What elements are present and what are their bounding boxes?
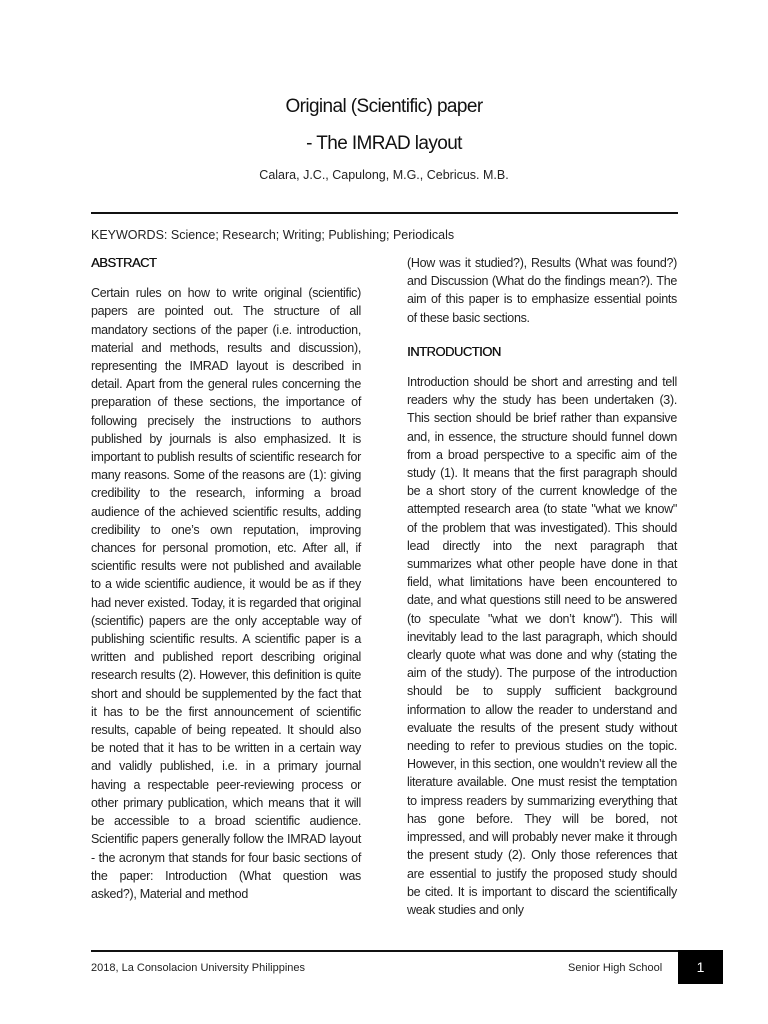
keywords: KEYWORDS: Science; Research; Writing; Publishing; Periodicals <box>91 228 455 242</box>
footer-department: Senior High School <box>568 962 663 974</box>
footer-institution: 2018, La Consolacion University Philippines <box>91 962 306 974</box>
authors: Calara, J.C., Capulong, M.G., Cebricus. M.B. <box>259 168 509 182</box>
left-column <box>91 254 361 903</box>
introduction-text: Introduction should be short and arresting and tell readers why the study has been undertaken (3). This section should be brief rather than expansive and, in essence, the structure should funnel down from a broad perspective to a specific aim of the study (1). It means that the first paragraph should be a short story of the current knowledge of the attempted research area (to state "what we know" of the problem that was investigated). This should lead directly into the next paragraph that summarizes what other people have done in that field, what limitations have been encountered to date, and what questions still need to be answered (to speculate "what we don’t know"). This will inevitably lead to the last paragraph, which should clearly quote what was done and why (stating the aim of the study). The purpose of the introduction should be to supply sufficient background information to allow the reader to understand and evaluate the results of the present study without needing to refer to previous studies on the topic. However, in this section, one wouldn’t review all the literature available. One must resist the temptation to impress readers by summarizing everything that has gone before. They will be bored, not impressed, and will probably never make it through the present study (2). Only those references that are essential to justify the proposed study should be cited. It is important to discard the scientifically weak studies and only <box>407 375 677 917</box>
abstract-heading: ABSTRACT <box>91 255 157 270</box>
right-column <box>407 254 677 919</box>
abstract-continuation: (How was it studied?), Results (What was found?) and Discussion (What do the findings mean?). The aim of this paper is to emphasize essential points of these basic sections. <box>407 256 677 325</box>
paper-title-line2: - The IMRAD layout <box>306 133 462 154</box>
paper-title-line1: Original (Scientific) paper <box>285 96 483 117</box>
footer-divider <box>91 950 678 952</box>
header-divider <box>91 212 678 214</box>
abstract-text: Certain rules on how to write original (scientific) papers are pointed out. The structure of all mandatory sections of the paper (i.e. introduction, material and methods, results and discussion), representing the IMRAD layout is described in detail. Apart from the general rules concerning the preparation of these sections, the importance of following precisely the instructions to authors published by journals is also emphasized. It is important to publish results of scientific research for many reasons. Some of the reasons are (1): giving credibility to the research, informing a broad audience of the achieved scientific results, adding credibility to one’s own reputation, improving chances for personal promotion, etc. After all, if scientific results were not published and available to a wide scientific audience, it would be as if they had never existed. Today, it is regarded that original (scientific) papers are the only acceptable way of publishing scientific results. A scientific paper is a written and published report describing original research results (2). However, this definition is quite short and should be supplemented by the fact that it has to be the first announcement of scientific results, capable of being repeated. It should also be noted that it has to be written in a certain way and validly published, i.e. in a primary journal having a respectable peer-reviewing process or other primary publication, which means that it will be accessible to a broad scientific audience. Scientific papers generally follow the IMRAD layout - the acronym that stands for four basic sections of the paper: Introduction (What question was asked?), Material and method <box>91 286 361 901</box>
page-number: 1 <box>678 950 723 984</box>
introduction-heading: INTRODUCTION <box>407 343 501 359</box>
